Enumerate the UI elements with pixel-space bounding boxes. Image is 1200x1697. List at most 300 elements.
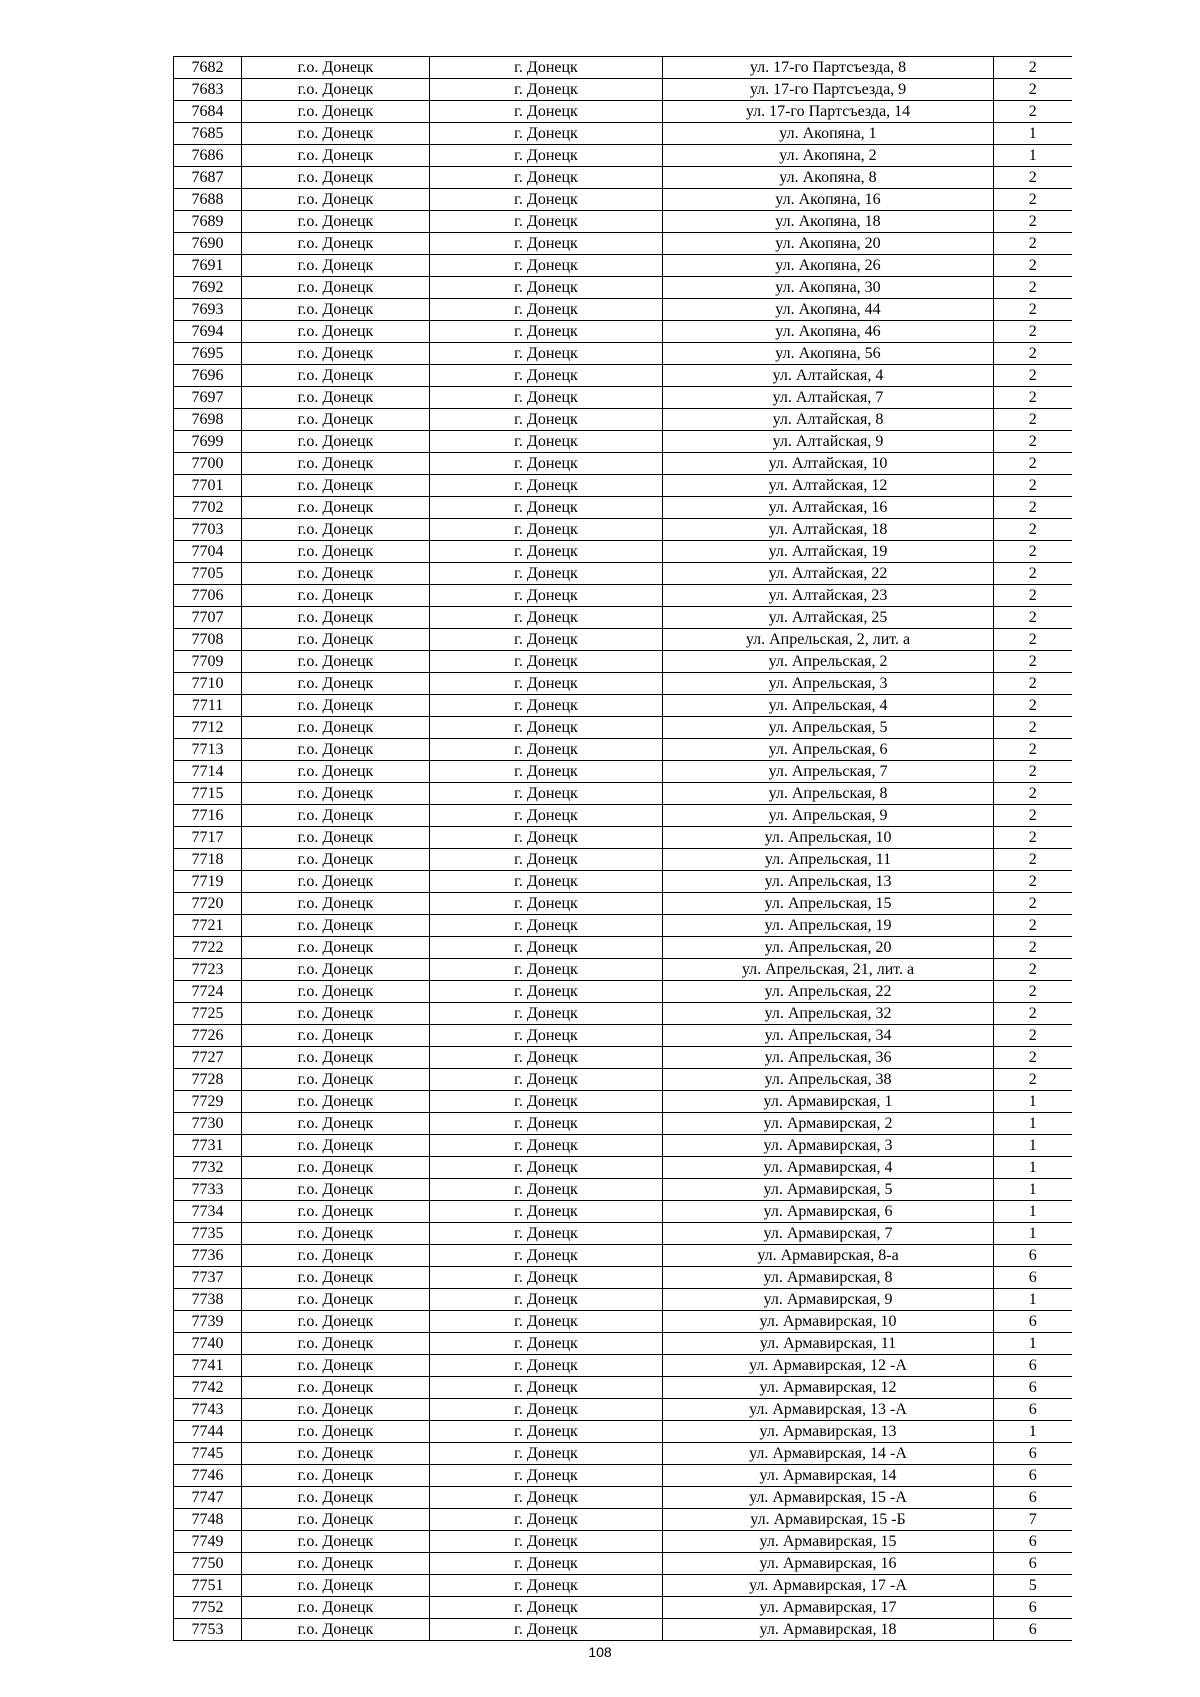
district-cell: г.о. Донецк <box>242 695 430 717</box>
address-cell: ул. Акопяна, 18 <box>663 211 994 233</box>
district-cell: г.о. Донецк <box>242 761 430 783</box>
count-cell: 1 <box>994 1091 1072 1113</box>
table-row <box>174 1113 1072 1135</box>
table-row <box>174 783 1072 805</box>
table-row <box>174 1509 1072 1531</box>
row-number-cell: 7692 <box>174 277 242 299</box>
count-cell: 2 <box>994 739 1072 761</box>
table-row <box>174 1311 1072 1333</box>
count-cell: 2 <box>994 915 1072 937</box>
row-number-cell: 7705 <box>174 563 242 585</box>
count-cell: 1 <box>994 1421 1072 1443</box>
city-cell: г. Донецк <box>430 1179 663 1201</box>
district-cell: г.о. Донецк <box>242 541 430 563</box>
address-cell: ул. Алтайская, 23 <box>663 585 994 607</box>
address-cell: ул. Алтайская, 16 <box>663 497 994 519</box>
table-row <box>174 1069 1072 1091</box>
row-number-cell: 7693 <box>174 299 242 321</box>
row-number-cell: 7721 <box>174 915 242 937</box>
district-cell: г.о. Донецк <box>242 607 430 629</box>
city-cell: г. Донецк <box>430 1575 663 1597</box>
count-cell: 2 <box>994 431 1072 453</box>
city-cell: г. Донецк <box>430 1223 663 1245</box>
row-number-cell: 7689 <box>174 211 242 233</box>
row-number-cell: 7697 <box>174 387 242 409</box>
row-number-cell: 7737 <box>174 1267 242 1289</box>
table-row <box>174 475 1072 497</box>
district-cell: г.о. Донецк <box>242 585 430 607</box>
table-row <box>174 1223 1072 1245</box>
city-cell: г. Донецк <box>430 915 663 937</box>
city-cell: г. Донецк <box>430 761 663 783</box>
address-cell: ул. Армавирская, 10 <box>663 1311 994 1333</box>
city-cell: г. Донецк <box>430 1025 663 1047</box>
address-cell: ул. Армавирская, 16 <box>663 1553 994 1575</box>
city-cell: г. Донецк <box>430 1003 663 1025</box>
address-cell: ул. Армавирская, 12 <box>663 1377 994 1399</box>
address-cell: ул. 17-го Партсъезда, 14 <box>663 101 994 123</box>
row-number-cell: 7699 <box>174 431 242 453</box>
table-row <box>174 585 1072 607</box>
table-row <box>174 739 1072 761</box>
city-cell: г. Донецк <box>430 1113 663 1135</box>
count-cell: 1 <box>994 123 1072 145</box>
address-cell: ул. Апрельская, 34 <box>663 1025 994 1047</box>
table-row <box>174 1465 1072 1487</box>
city-cell: г. Донецк <box>430 1421 663 1443</box>
address-cell: ул. Армавирская, 14 <box>663 1465 994 1487</box>
address-cell: ул. Акопяна, 20 <box>663 233 994 255</box>
table-row <box>174 1047 1072 1069</box>
address-cell: ул. Апрельская, 19 <box>663 915 994 937</box>
row-number-cell: 7702 <box>174 497 242 519</box>
address-cell: ул. Армавирская, 13 -А <box>663 1399 994 1421</box>
row-number-cell: 7711 <box>174 695 242 717</box>
table-row <box>174 365 1072 387</box>
count-cell: 2 <box>994 563 1072 585</box>
district-cell: г.о. Донецк <box>242 1443 430 1465</box>
row-number-cell: 7751 <box>174 1575 242 1597</box>
district-cell: г.о. Донецк <box>242 409 430 431</box>
count-cell: 2 <box>994 695 1072 717</box>
row-number-cell: 7735 <box>174 1223 242 1245</box>
city-cell: г. Донецк <box>430 1597 663 1619</box>
city-cell: г. Донецк <box>430 563 663 585</box>
table-row <box>174 387 1072 409</box>
table-row <box>174 233 1072 255</box>
count-cell: 2 <box>994 167 1072 189</box>
table-row <box>174 1289 1072 1311</box>
address-cell: ул. Акопяна, 8 <box>663 167 994 189</box>
row-number-cell: 7698 <box>174 409 242 431</box>
city-cell: г. Донецк <box>430 607 663 629</box>
district-cell: г.о. Донецк <box>242 1179 430 1201</box>
address-cell: ул. Апрельская, 6 <box>663 739 994 761</box>
district-cell: г.о. Донецк <box>242 1157 430 1179</box>
page-number: 108 <box>588 1644 612 1660</box>
count-cell: 1 <box>994 1157 1072 1179</box>
row-number-cell: 7738 <box>174 1289 242 1311</box>
city-cell: г. Донецк <box>430 1465 663 1487</box>
table-row <box>174 1377 1072 1399</box>
city-cell: г. Донецк <box>430 1355 663 1377</box>
city-cell: г. Донецк <box>430 255 663 277</box>
table-body <box>174 57 1072 1641</box>
table-row <box>174 57 1072 79</box>
city-cell: г. Донецк <box>430 673 663 695</box>
row-number-cell: 7722 <box>174 937 242 959</box>
table-row <box>174 1355 1072 1377</box>
address-cell: ул. Апрельская, 11 <box>663 849 994 871</box>
address-cell: ул. Армавирская, 8 <box>663 1267 994 1289</box>
address-cell: ул. Акопяна, 26 <box>663 255 994 277</box>
count-cell: 2 <box>994 937 1072 959</box>
row-number-cell: 7734 <box>174 1201 242 1223</box>
count-cell: 2 <box>994 343 1072 365</box>
city-cell: г. Донецк <box>430 453 663 475</box>
address-cell: ул. 17-го Партсъезда, 9 <box>663 79 994 101</box>
city-cell: г. Донецк <box>430 211 663 233</box>
table-row <box>174 167 1072 189</box>
city-cell: г. Донецк <box>430 321 663 343</box>
city-cell: г. Донецк <box>430 79 663 101</box>
address-cell: ул. Апрельская, 15 <box>663 893 994 915</box>
row-number-cell: 7747 <box>174 1487 242 1509</box>
row-number-cell: 7743 <box>174 1399 242 1421</box>
city-cell: г. Донецк <box>430 849 663 871</box>
address-cell: ул. Алтайская, 12 <box>663 475 994 497</box>
district-cell: г.о. Донецк <box>242 233 430 255</box>
district-cell: г.о. Донецк <box>242 1465 430 1487</box>
count-cell: 2 <box>994 959 1072 981</box>
address-cell: ул. Армавирская, 2 <box>663 1113 994 1135</box>
address-cell: ул. Апрельская, 3 <box>663 673 994 695</box>
row-number-cell: 7682 <box>174 57 242 79</box>
address-cell: ул. Апрельская, 10 <box>663 827 994 849</box>
city-cell: г. Донецк <box>430 937 663 959</box>
district-cell: г.о. Донецк <box>242 871 430 893</box>
table-row <box>174 1091 1072 1113</box>
row-number-cell: 7727 <box>174 1047 242 1069</box>
city-cell: г. Донецк <box>430 101 663 123</box>
table-row <box>174 981 1072 1003</box>
table-row <box>174 937 1072 959</box>
row-number-cell: 7742 <box>174 1377 242 1399</box>
district-cell: г.о. Донецк <box>242 981 430 1003</box>
address-cell: ул. Алтайская, 7 <box>663 387 994 409</box>
city-cell: г. Донецк <box>430 893 663 915</box>
district-cell: г.о. Донецк <box>242 299 430 321</box>
table-row <box>174 849 1072 871</box>
row-number-cell: 7707 <box>174 607 242 629</box>
row-number-cell: 7725 <box>174 1003 242 1025</box>
count-cell: 1 <box>994 1113 1072 1135</box>
district-cell: г.о. Донецк <box>242 1091 430 1113</box>
count-cell: 1 <box>994 1333 1072 1355</box>
table-row <box>174 277 1072 299</box>
count-cell: 2 <box>994 1069 1072 1091</box>
address-cell: ул. Апрельская, 22 <box>663 981 994 1003</box>
count-cell: 1 <box>994 1289 1072 1311</box>
count-cell: 6 <box>994 1553 1072 1575</box>
district-cell: г.о. Донецк <box>242 1575 430 1597</box>
city-cell: г. Донецк <box>430 1157 663 1179</box>
city-cell: г. Донецк <box>430 387 663 409</box>
city-cell: г. Донецк <box>430 233 663 255</box>
address-cell: ул. Алтайская, 22 <box>663 563 994 585</box>
city-cell: г. Донецк <box>430 1333 663 1355</box>
city-cell: г. Донецк <box>430 1487 663 1509</box>
table-row <box>174 1157 1072 1179</box>
count-cell: 2 <box>994 453 1072 475</box>
table-row <box>174 717 1072 739</box>
table-row <box>174 607 1072 629</box>
district-cell: г.о. Донецк <box>242 431 430 453</box>
table-row <box>174 255 1072 277</box>
row-number-cell: 7714 <box>174 761 242 783</box>
city-cell: г. Донецк <box>430 277 663 299</box>
count-cell: 6 <box>994 1487 1072 1509</box>
district-cell: г.о. Донецк <box>242 739 430 761</box>
table-row <box>174 1553 1072 1575</box>
district-cell: г.о. Донецк <box>242 959 430 981</box>
city-cell: г. Донецк <box>430 651 663 673</box>
count-cell: 2 <box>994 189 1072 211</box>
district-cell: г.о. Донецк <box>242 343 430 365</box>
row-number-cell: 7746 <box>174 1465 242 1487</box>
row-number-cell: 7683 <box>174 79 242 101</box>
table-row <box>174 299 1072 321</box>
address-cell: ул. Апрельская, 8 <box>663 783 994 805</box>
district-cell: г.о. Донецк <box>242 1421 430 1443</box>
row-number-cell: 7728 <box>174 1069 242 1091</box>
table-row <box>174 1025 1072 1047</box>
table-row <box>174 805 1072 827</box>
row-number-cell: 7731 <box>174 1135 242 1157</box>
table-row <box>174 959 1072 981</box>
table-row <box>174 1575 1072 1597</box>
count-cell: 6 <box>994 1443 1072 1465</box>
table-row <box>174 563 1072 585</box>
address-cell: ул. Апрельская, 5 <box>663 717 994 739</box>
address-cell: ул. Армавирская, 1 <box>663 1091 994 1113</box>
address-cell: ул. Апрельская, 13 <box>663 871 994 893</box>
count-cell: 2 <box>994 497 1072 519</box>
row-number-cell: 7691 <box>174 255 242 277</box>
city-cell: г. Донецк <box>430 343 663 365</box>
table-row <box>174 1619 1072 1641</box>
district-cell: г.о. Донецк <box>242 563 430 585</box>
district-cell: г.о. Донецк <box>242 189 430 211</box>
count-cell: 2 <box>994 233 1072 255</box>
address-cell: ул. Акопяна, 56 <box>663 343 994 365</box>
city-cell: г. Донецк <box>430 167 663 189</box>
address-cell: ул. Армавирская, 15 -А <box>663 1487 994 1509</box>
city-cell: г. Донецк <box>430 519 663 541</box>
district-cell: г.о. Донецк <box>242 1509 430 1531</box>
count-cell: 6 <box>994 1619 1072 1641</box>
table-row <box>174 761 1072 783</box>
count-cell: 2 <box>994 673 1072 695</box>
row-number-cell: 7690 <box>174 233 242 255</box>
district-cell: г.о. Донецк <box>242 1267 430 1289</box>
row-number-cell: 7744 <box>174 1421 242 1443</box>
city-cell: г. Донецк <box>430 629 663 651</box>
district-cell: г.о. Донецк <box>242 1597 430 1619</box>
count-cell: 2 <box>994 585 1072 607</box>
address-cell: ул. Армавирская, 6 <box>663 1201 994 1223</box>
row-number-cell: 7708 <box>174 629 242 651</box>
city-cell: г. Донецк <box>430 959 663 981</box>
count-cell: 2 <box>994 1003 1072 1025</box>
district-cell: г.о. Донецк <box>242 1553 430 1575</box>
address-cell: ул. Апрельская, 20 <box>663 937 994 959</box>
address-cell: ул. Апрельская, 7 <box>663 761 994 783</box>
city-cell: г. Донецк <box>430 431 663 453</box>
count-cell: 6 <box>994 1267 1072 1289</box>
table-row <box>174 145 1072 167</box>
count-cell: 2 <box>994 101 1072 123</box>
city-cell: г. Донецк <box>430 541 663 563</box>
count-cell: 2 <box>994 299 1072 321</box>
address-cell: ул. Армавирская, 3 <box>663 1135 994 1157</box>
row-number-cell: 7694 <box>174 321 242 343</box>
table-row <box>174 871 1072 893</box>
city-cell: г. Донецк <box>430 189 663 211</box>
city-cell: г. Донецк <box>430 585 663 607</box>
city-cell: г. Донецк <box>430 57 663 79</box>
district-cell: г.о. Донецк <box>242 629 430 651</box>
count-cell: 6 <box>994 1355 1072 1377</box>
address-cell: ул. Акопяна, 44 <box>663 299 994 321</box>
row-number-cell: 7700 <box>174 453 242 475</box>
district-cell: г.о. Донецк <box>242 1289 430 1311</box>
address-cell: ул. Армавирская, 4 <box>663 1157 994 1179</box>
row-number-cell: 7709 <box>174 651 242 673</box>
address-cell: ул. Апрельская, 9 <box>663 805 994 827</box>
count-cell: 6 <box>994 1377 1072 1399</box>
district-cell: г.о. Донецк <box>242 827 430 849</box>
table-row <box>174 1179 1072 1201</box>
city-cell: г. Донецк <box>430 1135 663 1157</box>
city-cell: г. Донецк <box>430 805 663 827</box>
count-cell: 7 <box>994 1509 1072 1531</box>
row-number-cell: 7684 <box>174 101 242 123</box>
address-cell: ул. Алтайская, 8 <box>663 409 994 431</box>
address-cell: ул. Армавирская, 12 -А <box>663 1355 994 1377</box>
city-cell: г. Донецк <box>430 1443 663 1465</box>
address-cell: ул. Алтайская, 9 <box>663 431 994 453</box>
address-cell: ул. Армавирская, 5 <box>663 1179 994 1201</box>
table-row <box>174 519 1072 541</box>
address-cell: ул. Апрельская, 21, лит. а <box>663 959 994 981</box>
district-cell: г.о. Донецк <box>242 79 430 101</box>
address-cell: ул. Армавирская, 15 <box>663 1531 994 1553</box>
row-number-cell: 7720 <box>174 893 242 915</box>
city-cell: г. Донецк <box>430 299 663 321</box>
district-cell: г.о. Донецк <box>242 1377 430 1399</box>
count-cell: 2 <box>994 893 1072 915</box>
row-number-cell: 7726 <box>174 1025 242 1047</box>
city-cell: г. Донецк <box>430 497 663 519</box>
address-table <box>173 56 1072 1641</box>
table-row <box>174 409 1072 431</box>
count-cell: 2 <box>994 211 1072 233</box>
table-row <box>174 1267 1072 1289</box>
table-row <box>174 1597 1072 1619</box>
city-cell: г. Донецк <box>430 739 663 761</box>
district-cell: г.о. Донецк <box>242 1355 430 1377</box>
city-cell: г. Донецк <box>430 1201 663 1223</box>
row-number-cell: 7741 <box>174 1355 242 1377</box>
address-cell: ул. Акопяна, 16 <box>663 189 994 211</box>
address-cell: ул. Армавирская, 7 <box>663 1223 994 1245</box>
row-number-cell: 7704 <box>174 541 242 563</box>
row-number-cell: 7736 <box>174 1245 242 1267</box>
row-number-cell: 7732 <box>174 1157 242 1179</box>
city-cell: г. Донецк <box>430 409 663 431</box>
district-cell: г.о. Донецк <box>242 255 430 277</box>
district-cell: г.о. Донецк <box>242 893 430 915</box>
address-cell: ул. Алтайская, 19 <box>663 541 994 563</box>
address-cell: ул. Армавирская, 17 <box>663 1597 994 1619</box>
table-row <box>174 1135 1072 1157</box>
table-row <box>174 651 1072 673</box>
district-cell: г.о. Донецк <box>242 1223 430 1245</box>
district-cell: г.о. Донецк <box>242 453 430 475</box>
row-number-cell: 7729 <box>174 1091 242 1113</box>
table-row <box>174 629 1072 651</box>
table-row <box>174 211 1072 233</box>
city-cell: г. Донецк <box>430 1311 663 1333</box>
row-number-cell: 7687 <box>174 167 242 189</box>
count-cell: 2 <box>994 717 1072 739</box>
row-number-cell: 7753 <box>174 1619 242 1641</box>
count-cell: 2 <box>994 783 1072 805</box>
row-number-cell: 7745 <box>174 1443 242 1465</box>
address-cell: ул. Апрельская, 32 <box>663 1003 994 1025</box>
count-cell: 2 <box>994 519 1072 541</box>
row-number-cell: 7710 <box>174 673 242 695</box>
row-number-cell: 7749 <box>174 1531 242 1553</box>
district-cell: г.о. Донецк <box>242 387 430 409</box>
row-number-cell: 7703 <box>174 519 242 541</box>
address-cell: ул. Армавирская, 11 <box>663 1333 994 1355</box>
district-cell: г.о. Донецк <box>242 805 430 827</box>
district-cell: г.о. Донецк <box>242 1025 430 1047</box>
row-number-cell: 7715 <box>174 783 242 805</box>
address-cell: ул. Апрельская, 2 <box>663 651 994 673</box>
count-cell: 2 <box>994 871 1072 893</box>
table-row <box>174 1421 1072 1443</box>
district-cell: г.о. Донецк <box>242 519 430 541</box>
row-number-cell: 7739 <box>174 1311 242 1333</box>
city-cell: г. Донецк <box>430 365 663 387</box>
city-cell: г. Донецк <box>430 1531 663 1553</box>
address-cell: ул. Акопяна, 30 <box>663 277 994 299</box>
address-cell: ул. Апрельская, 4 <box>663 695 994 717</box>
district-cell: г.о. Донецк <box>242 1113 430 1135</box>
city-cell: г. Донецк <box>430 1399 663 1421</box>
city-cell: г. Донецк <box>430 981 663 1003</box>
city-cell: г. Донецк <box>430 123 663 145</box>
city-cell: г. Донецк <box>430 1377 663 1399</box>
count-cell: 2 <box>994 761 1072 783</box>
count-cell: 2 <box>994 541 1072 563</box>
address-cell: ул. Апрельская, 38 <box>663 1069 994 1091</box>
district-cell: г.о. Донецк <box>242 277 430 299</box>
district-cell: г.о. Донецк <box>242 475 430 497</box>
